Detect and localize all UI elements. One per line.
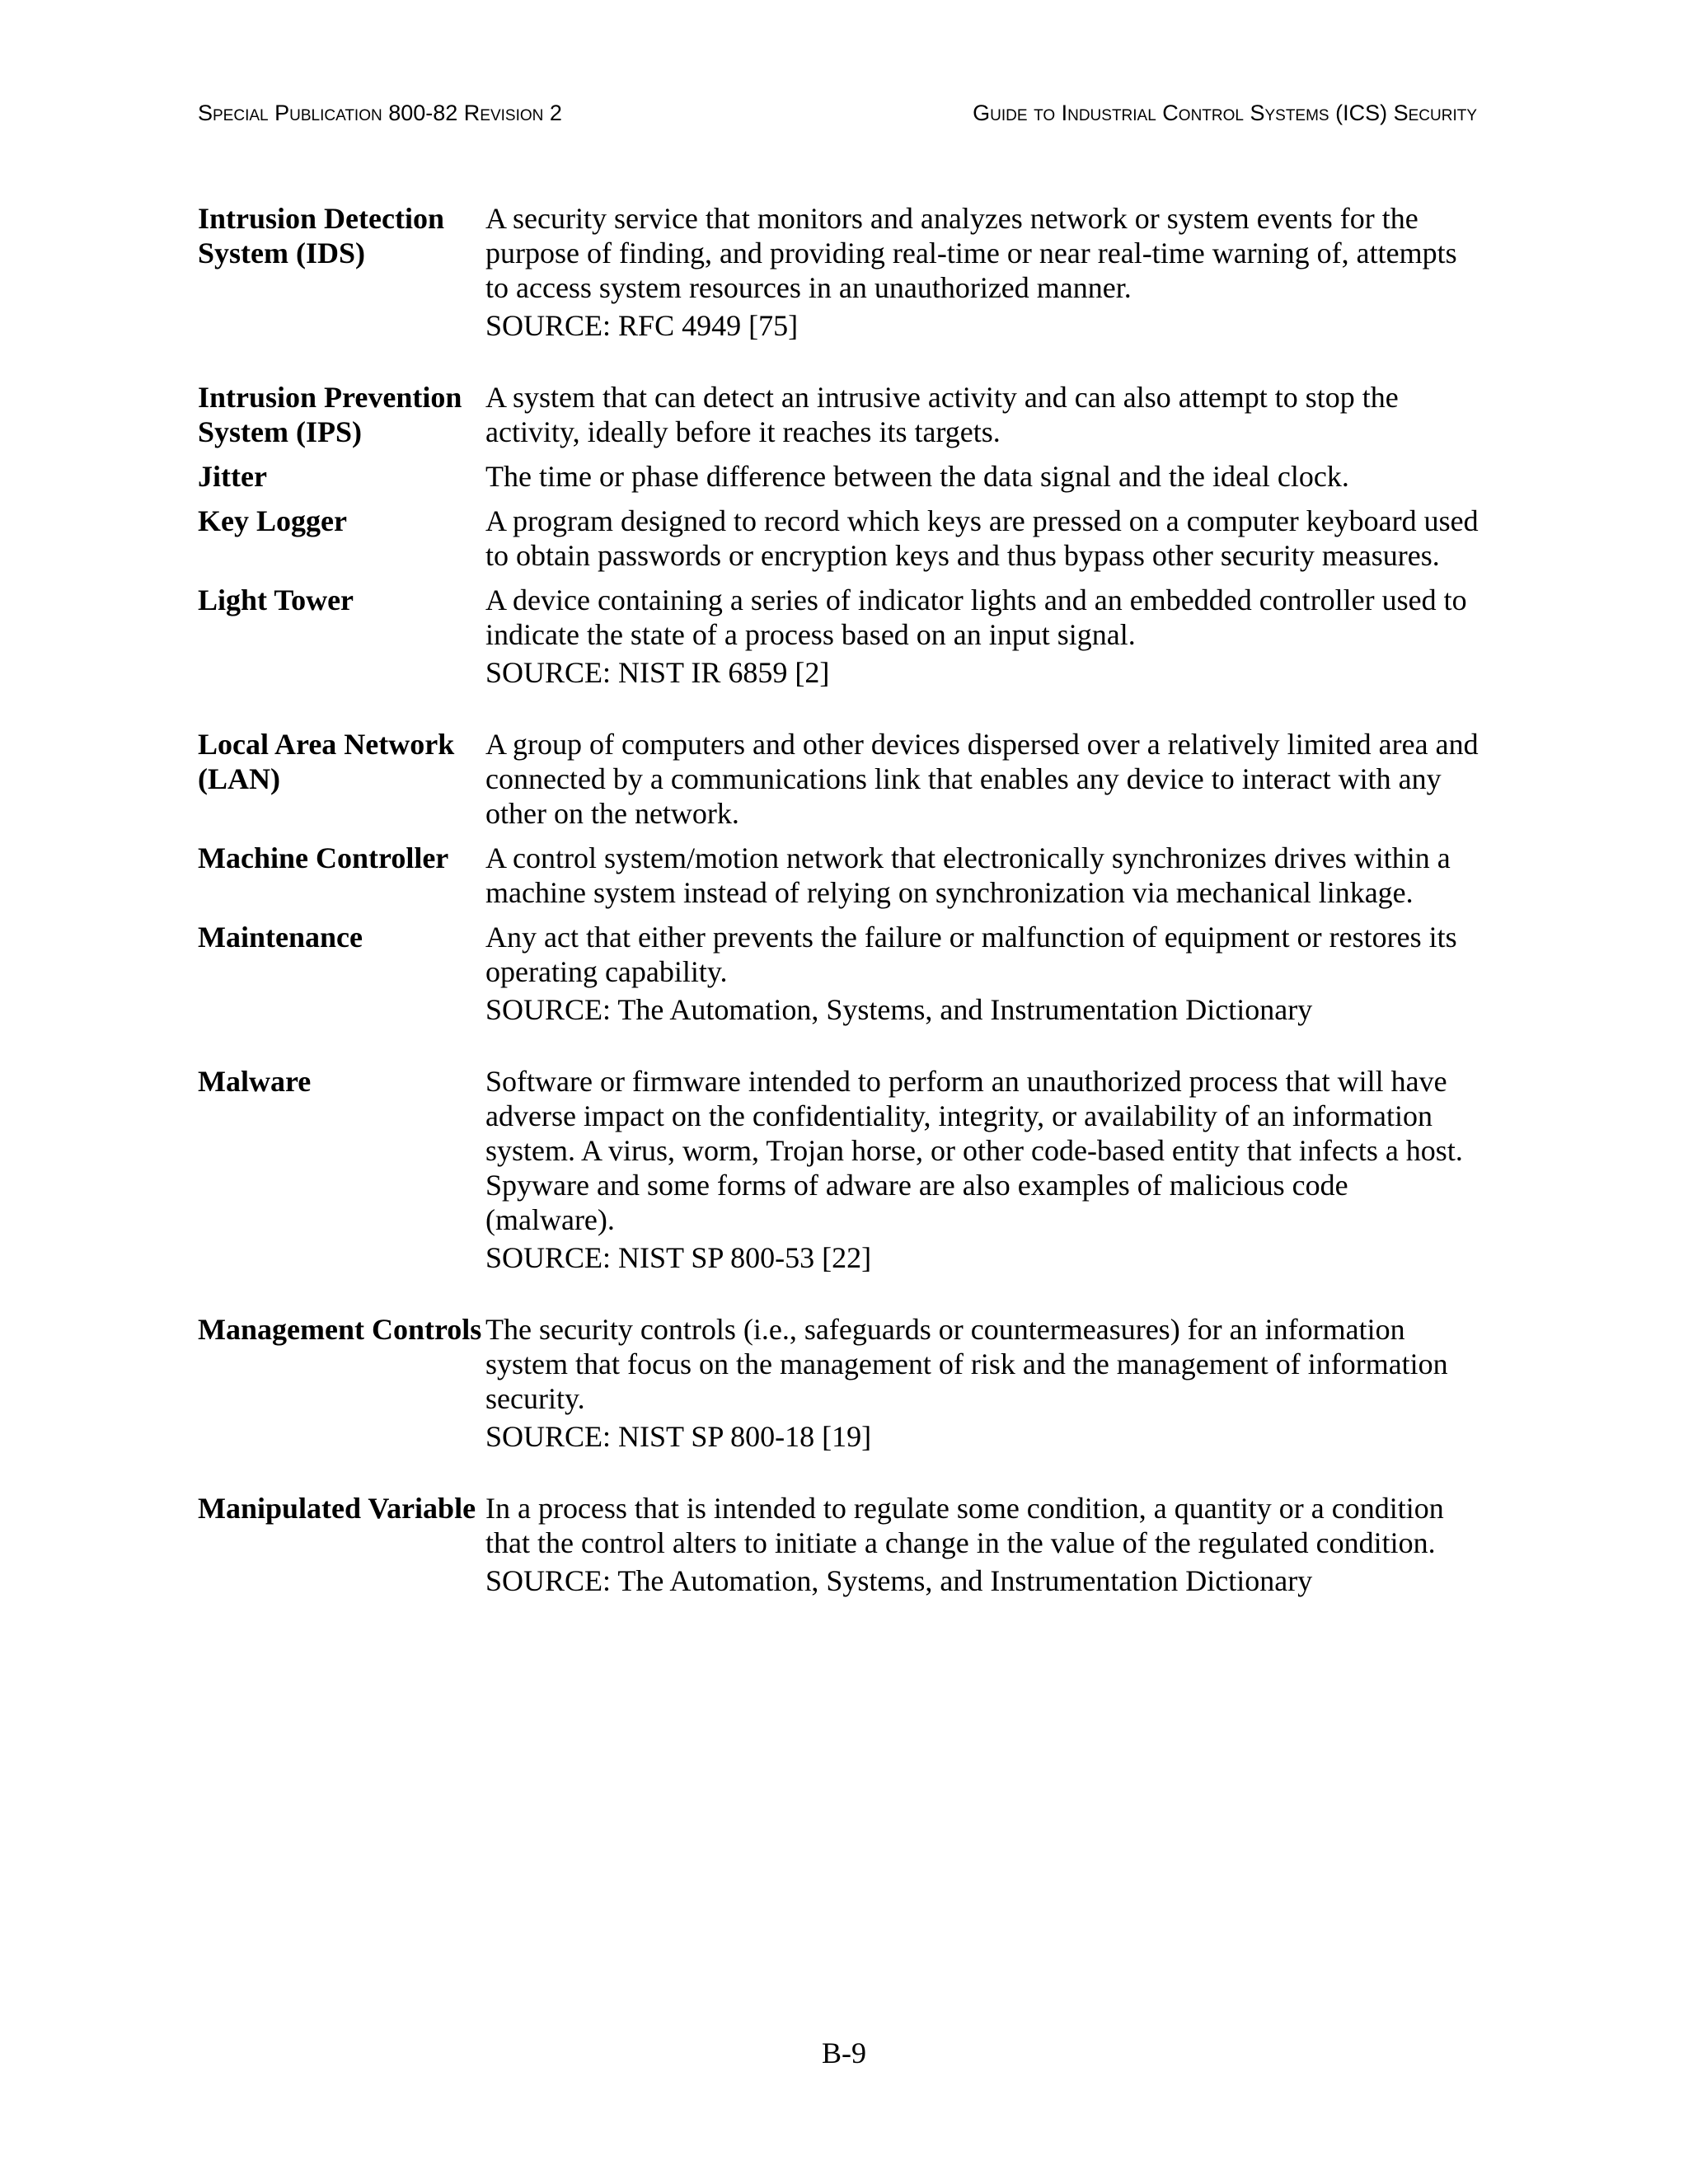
glossary-term: Machine Controller <box>198 841 449 874</box>
glossary-definition <box>485 504 1500 573</box>
definition-text: A device containing a series of indicator lights and an embedded controller used to indicate the state of a process based on an input signal. <box>485 583 1467 651</box>
glossary-definition <box>485 1491 1500 1598</box>
definition-source: SOURCE: NIST SP 800-18 [19] <box>485 1420 872 1453</box>
glossary-term: Intrusion Detection System (IDS) <box>198 202 444 269</box>
glossary-term: Light Tower <box>198 583 354 616</box>
glossary-entry <box>198 504 1500 573</box>
definition-source: SOURCE: NIST IR 6859 [2] <box>485 656 830 689</box>
glossary-term: Malware <box>198 1065 312 1098</box>
glossary-term: Manipulated Variable <box>198 1492 476 1525</box>
definition-source: SOURCE: NIST SP 800-53 [22] <box>485 1241 872 1274</box>
glossary-entry <box>198 1064 1500 1275</box>
definition-text: In a process that is intended to regulate some condition, a quantity or a condition that the control alters to initiate a change in the value of the regulated condition. <box>485 1492 1444 1559</box>
glossary-entry <box>198 201 1500 343</box>
glossary-definition <box>485 1312 1500 1454</box>
glossary-definition <box>485 841 1500 910</box>
definition-text: Software or firmware intended to perform an unauthorized process that will have adverse impact on the confidentiality, integrity, or availability of an information system. A virus, worm, Trojan horse, or other code-based entity that infects a host. Spyware and some forms of adware are also examples of malicious code (malware). <box>485 1065 1463 1236</box>
glossary-definition <box>485 727 1500 831</box>
glossary-term: Jitter <box>198 460 267 493</box>
glossary-definition <box>485 380 1500 449</box>
header-publication: Special Publication 800-82 Revision 2 <box>198 101 562 125</box>
glossary-definition <box>485 583 1500 690</box>
glossary-term: Intrusion Prevention System (IPS) <box>198 381 462 448</box>
definition-source: SOURCE: RFC 4949 [75] <box>485 309 799 342</box>
glossary-definition <box>485 1064 1500 1275</box>
definition-text: The security controls (i.e., safeguards or countermeasures) for an information system that focus on the management of risk and the management of information security. <box>485 1313 1448 1415</box>
glossary-term: Maintenance <box>198 921 363 954</box>
definition-text: A program designed to record which keys are pressed on a computer keyboard used to obtain passwords or encryption keys and thus bypass other security measures. <box>485 504 1479 572</box>
glossary-entry <box>198 380 1500 449</box>
header-title: Guide to Industrial Control Systems (ICS) Security <box>973 101 1477 125</box>
glossary-definition <box>485 459 1500 494</box>
glossary-term: Key Logger <box>198 504 347 537</box>
definition-text: A system that can detect an intrusive activity and can also attempt to stop the activity, ideally before it reaches its targets. <box>485 381 1399 448</box>
glossary-entry <box>198 459 1500 494</box>
glossary-entry <box>198 727 1500 831</box>
glossary-definition <box>485 920 1500 1027</box>
glossary-entry <box>198 1312 1500 1454</box>
glossary-definition <box>485 201 1500 343</box>
glossary-entry <box>198 841 1500 910</box>
definition-source: SOURCE: The Automation, Systems, and Instrumentation Dictionary <box>485 1564 1313 1597</box>
glossary-term: Local Area Network (LAN) <box>198 728 455 795</box>
definition-source: SOURCE: The Automation, Systems, and Instrumentation Dictionary <box>485 993 1313 1026</box>
definition-text: A group of computers and other devices dispersed over a relatively limited area and connected by a communications link that enables any device to interact with any other on the network. <box>485 728 1479 830</box>
glossary-term: Management Controls <box>198 1313 482 1346</box>
glossary-list <box>198 201 1500 1635</box>
page-number: B-9 <box>822 2036 866 2069</box>
definition-text: Any act that either prevents the failure or malfunction of equipment or restores its operating capability. <box>485 921 1457 988</box>
definition-text: A security service that monitors and analyzes network or system events for the purpose of finding, and providing real-time or near real-time warning of, attempts to access system resources in an unauthorized manner. <box>485 202 1457 304</box>
definition-text: The time or phase difference between the data signal and the ideal clock. <box>485 460 1349 493</box>
glossary-entry <box>198 583 1500 690</box>
definition-text: A control system/motion network that electronically synchronizes drives within a machine system instead of relying on synchronization via mechanical linkage. <box>485 841 1451 909</box>
glossary-entry <box>198 1491 1500 1598</box>
glossary-entry <box>198 920 1500 1027</box>
